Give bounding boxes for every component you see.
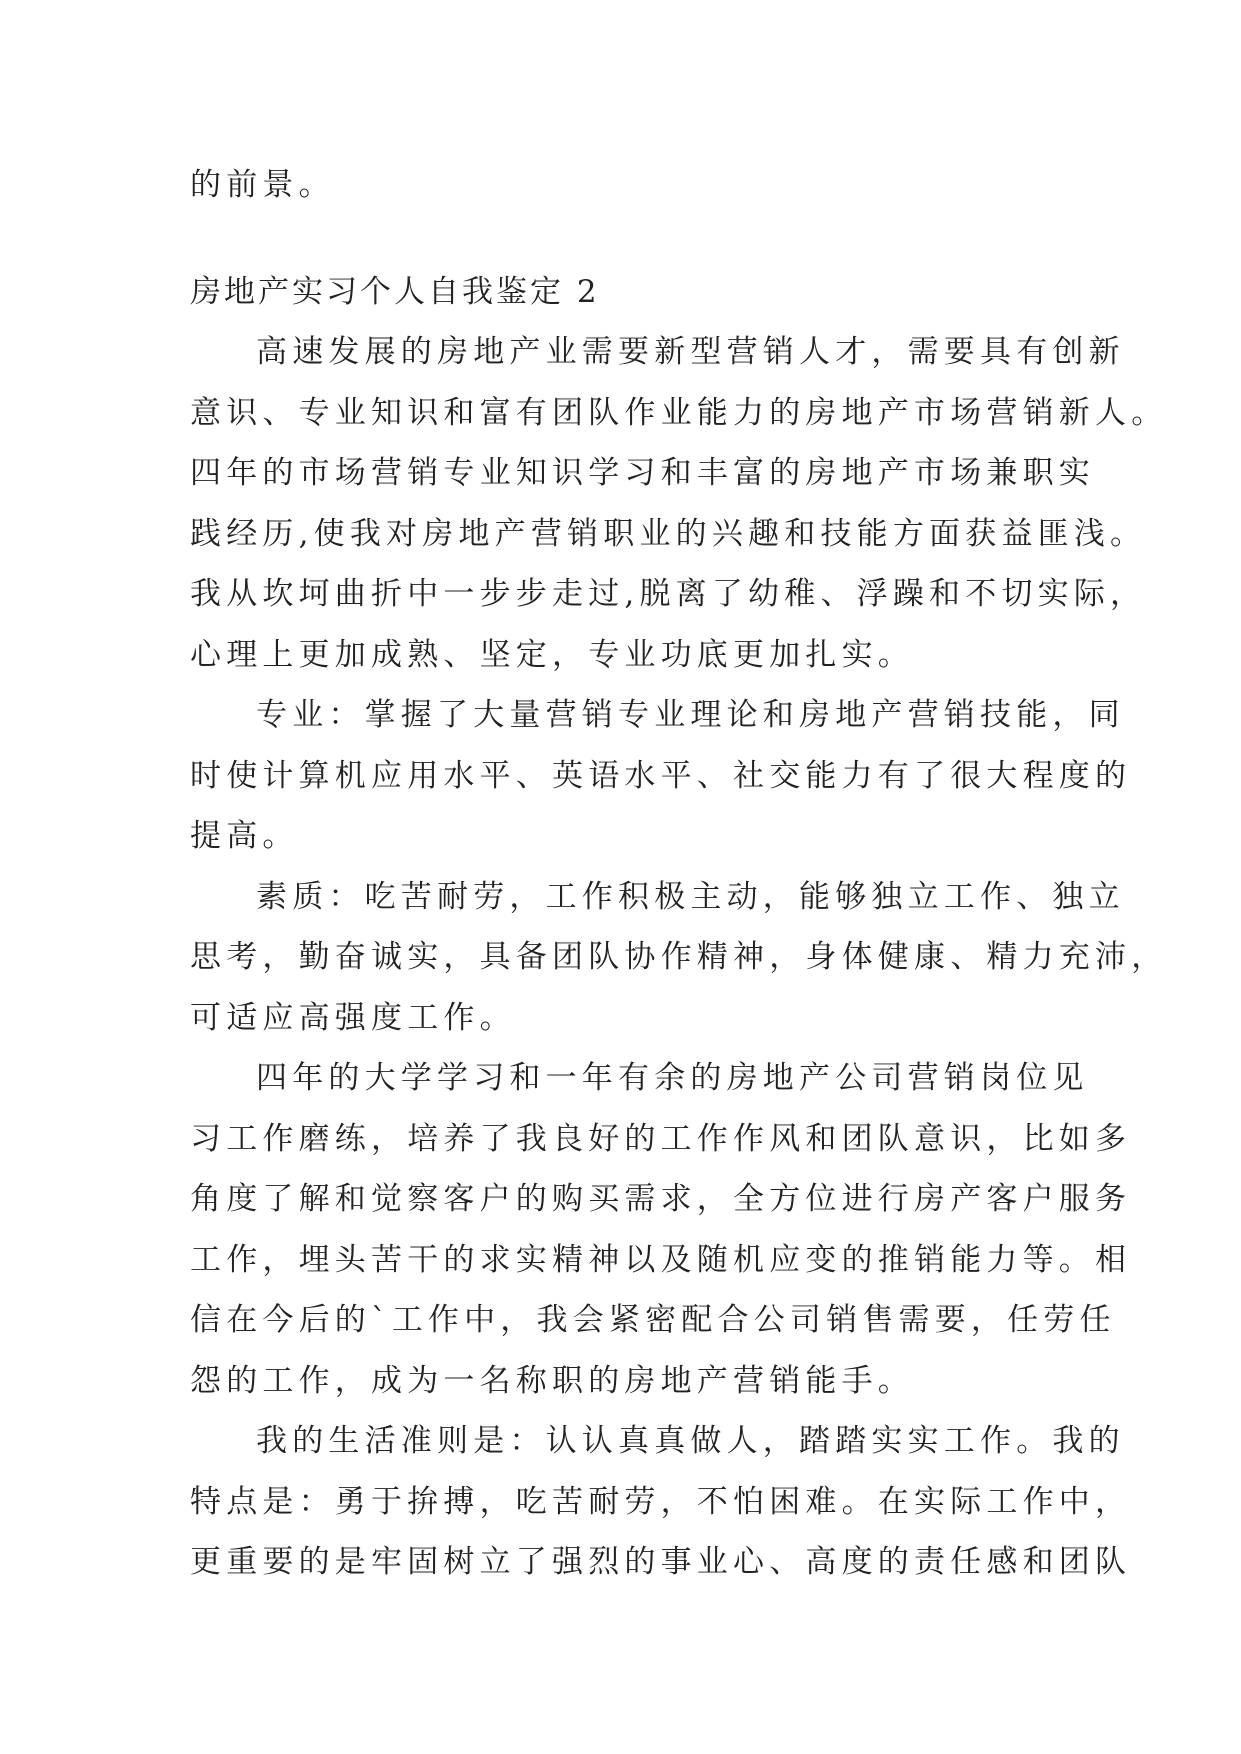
paragraph-line: 信在今后的`工作中，我会紧密配合公司销售需要，任劳任 (190, 1302, 1116, 1338)
paragraph-line: 角度了解和觉察客户的购买需求，全方位进行房产客户服务 (190, 1181, 1132, 1217)
document-body (190, 155, 1168, 1593)
paragraph-line: 践经历,使我对房地产营销职业的兴趣和技能方面获益匪浅。 (190, 515, 1147, 552)
paragraph-line: 意识、专业知识和富有团队作业能力的房地产市场营销新人。 (190, 394, 1168, 431)
paragraph-line: 提高。 (190, 818, 299, 854)
paragraph-line: 工作，埋头苦干的求实精神以及随机应变的推销能力等。相 (190, 1241, 1132, 1278)
paragraph-experience (190, 1048, 1132, 1411)
section-heading: 房地产实习个人自我鉴定 2 (190, 273, 600, 310)
paragraph-line: 我从坎坷曲折中一步步走过,脱离了幼稚、浮躁和不切实际， (190, 576, 1147, 612)
paragraph-line: 特点是：勇于拚搏，吃苦耐劳，不怕困难。在实际工作中， (190, 1483, 1132, 1520)
paragraph-intro (190, 322, 1168, 685)
paragraph-line: 高速发展的房地产业需要新型营销人才，需要具有创新 (256, 334, 1125, 370)
paragraph-line: 怨的工作，成为一名称职的房地产营销能手。 (190, 1362, 914, 1399)
paragraph-line: 思考，勤奋诚实，具备团队协作精神，身体健康、精力充沛， (190, 939, 1168, 975)
paragraph-line: 更重要的是牢固树立了强烈的事业心、高度的责任感和团队 (190, 1544, 1132, 1580)
section-spacer (190, 216, 1065, 262)
paragraph-line: 时使计算机应用水平、英语水平、社交能力有了很大程度的 (190, 757, 1132, 794)
paragraph-principles (190, 1411, 1132, 1593)
paragraph-line: 可适应高强度工作。 (190, 999, 516, 1036)
paragraph-line: 四年的市场营销专业知识学习和丰富的房地产市场兼职实 (190, 455, 1095, 491)
paragraph-line: 我的生活准则是：认认真真做人，踏踏实实工作。我的 (256, 1423, 1125, 1459)
paragraph-line: 习工作磨练，培养了我良好的工作作风和团队意识，比如多 (190, 1120, 1132, 1157)
paragraph-line: 心理上更加成熟、坚定，专业功底更加扎实。 (190, 636, 914, 673)
paragraph-line: 专业：掌握了大量营销专业理论和房地产营销技能，同 (256, 697, 1125, 733)
paragraph-professional (190, 685, 1132, 867)
carryover-line: 的前景。 (190, 167, 335, 203)
paragraph-quality (190, 867, 1168, 1049)
paragraph-line: 四年的大学学习和一年有余的房地产公司营销岗位见 (256, 1060, 1089, 1096)
paragraph-line: 素质：吃苦耐劳，工作积极主动，能够独立工作、独立 (256, 878, 1125, 915)
